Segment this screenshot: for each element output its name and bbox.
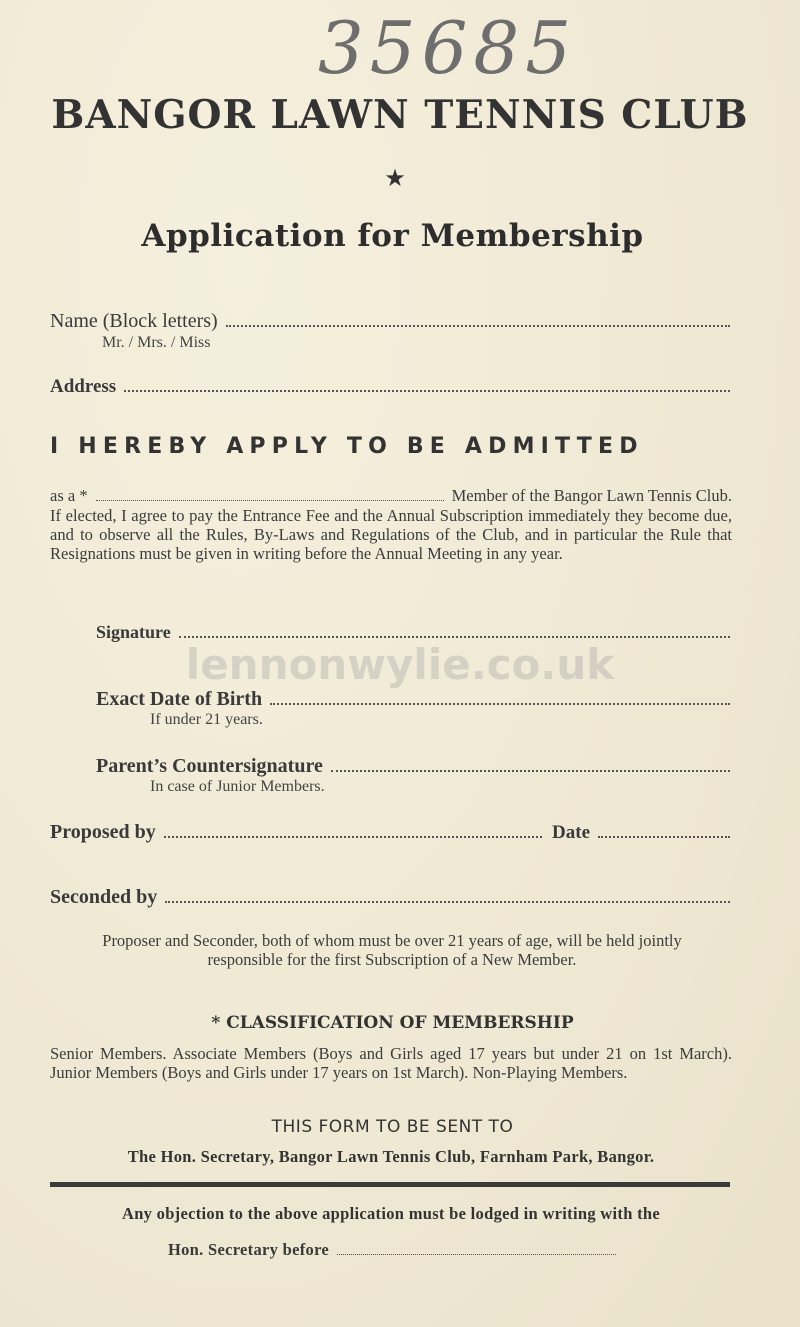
membership-type-input-line[interactable] xyxy=(96,490,444,501)
name-input-line[interactable] xyxy=(226,311,730,327)
classification-heading: * CLASSIFICATION OF MEMBERSHIP xyxy=(211,1013,574,1033)
proposed-by-field[interactable] xyxy=(50,821,730,844)
parent-countersignature-field[interactable] xyxy=(96,755,730,778)
address-field[interactable] xyxy=(50,376,730,398)
dob-input-line[interactable] xyxy=(270,689,730,705)
classification-text: Senior Members. Associate Members (Boys and Girls aged 17 years but under 21 on 1st March). Junior Members (Boys and Girls under 17 years on 1st March). Non-Playing Members. xyxy=(50,1044,732,1082)
name-field[interactable] xyxy=(50,310,730,333)
proposed-by-label: Proposed by xyxy=(50,821,156,843)
handwritten-reference-number: 35685 xyxy=(318,6,578,90)
hon-secretary-date-line[interactable] xyxy=(337,1244,616,1255)
seconded-by-label: Seconded by xyxy=(50,886,158,908)
parent-note: In case of Junior Members. xyxy=(150,778,325,795)
address-label: Address xyxy=(50,376,117,397)
membership-type-suffix: Member of the Bangor Lawn Tennis Club. xyxy=(451,486,732,505)
watermark: lennonwylie.co.uk xyxy=(185,640,615,689)
star-icon: ★ xyxy=(384,166,406,192)
seconded-by-input-line[interactable] xyxy=(165,887,730,903)
address-input-line[interactable] xyxy=(124,376,730,392)
agreement-text: If elected, I agree to pay the Entrance Fee and the Annual Subscription immediately they become due, and to observe all the Rules, By-Laws and Regulations of the Club, and in particular the Rule that Resignations must be given in writing before the Annual Meeting in any year. xyxy=(50,506,732,563)
divider-rule xyxy=(50,1182,730,1187)
date-label: Date xyxy=(552,822,590,843)
objection-text: Any objection to the above application must be lodged in writing with the xyxy=(121,1204,660,1223)
membership-type-prefix: as a * xyxy=(50,486,88,505)
club-title: BANGOR LAWN TENNIS CLUB xyxy=(51,92,749,138)
date-input-line[interactable] xyxy=(598,822,730,838)
name-title-options: Mr. / Mrs. / Miss xyxy=(102,334,211,351)
hereby-heading: I HEREBY APPLY TO BE ADMITTED xyxy=(50,434,644,459)
parent-countersignature-label: Parent’s Countersignature xyxy=(96,755,323,777)
seconded-by-field[interactable] xyxy=(50,886,730,909)
dob-label: Exact Date of Birth xyxy=(96,688,263,710)
dob-field[interactable] xyxy=(96,688,730,711)
proposer-note: Proposer and Seconder, both of whom must be over 21 years of age, will be held jointly responsible for the first Subscription of a New Member. xyxy=(102,931,682,969)
dob-note: If under 21 years. xyxy=(150,711,263,728)
membership-type-field[interactable] xyxy=(50,486,732,506)
secretary-address: The Hon. Secretary, Bangor Lawn Tennis Club, Farnham Park, Bangor. xyxy=(127,1147,655,1166)
signature-input-line[interactable] xyxy=(179,622,730,638)
name-label: Name (Block letters) xyxy=(50,310,218,332)
hon-secretary-field[interactable] xyxy=(168,1240,616,1260)
signature-label: Signature xyxy=(96,622,171,642)
form-title: Application for Membership xyxy=(141,218,644,254)
hon-secretary-label: Hon. Secretary before xyxy=(168,1240,330,1259)
parent-countersignature-input-line[interactable] xyxy=(331,756,730,772)
proposed-by-input-line[interactable] xyxy=(164,822,542,838)
send-to-heading: THIS FORM TO BE SENT TO xyxy=(271,1117,514,1137)
